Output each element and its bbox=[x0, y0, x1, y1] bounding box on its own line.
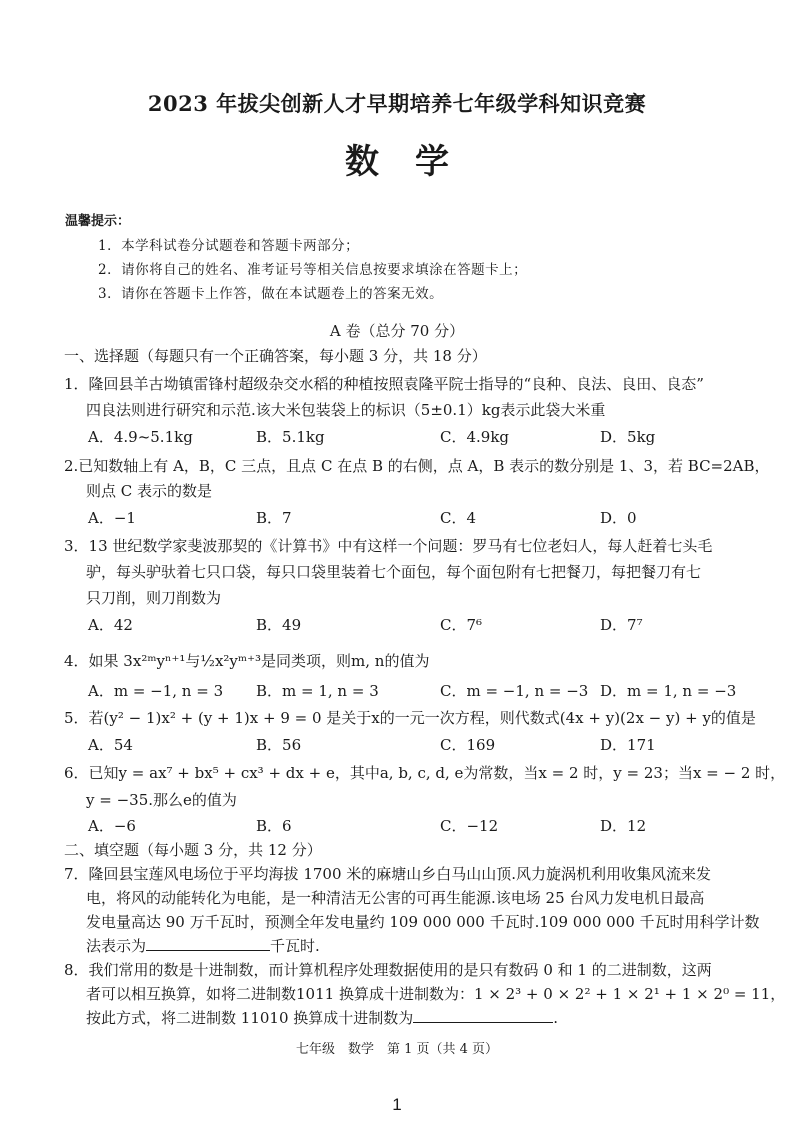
q8-line3-suffix: . bbox=[553, 1009, 559, 1027]
q4-option-b: B．m = 1, n = 3 bbox=[256, 682, 379, 700]
q5-line1: 5．若(y² − 1)x² + (y + 1)x + 9 = 0 是关于x的一元一次方程，则代数式(4x + y)(2x − y) + y的值是 bbox=[64, 709, 756, 727]
part2-heading: 二、填空题（每小题 3 分，共 12 分） bbox=[64, 841, 322, 859]
q8-line1: 8．我们常用的数是十进制数，而计算机程序处理数据使用的是只有数码 0 和 1 的二进制数，这两 bbox=[64, 961, 712, 979]
answer-blank bbox=[413, 1008, 553, 1023]
answer-blank bbox=[146, 936, 270, 951]
q3-option-b: B．49 bbox=[256, 616, 302, 634]
q1-line1: 1．隆回县羊古坳镇雷锋村超级杂交水稻的种植按照袁隆平院士指导的“良种、良法、良田、良态” bbox=[64, 375, 704, 393]
q3-line3: 只刀削，则刀削数为 bbox=[86, 589, 222, 607]
subject-title: 数学 bbox=[345, 142, 485, 182]
q7-line4-prefix: 法表示为 bbox=[86, 937, 147, 955]
q6-option-d: D．12 bbox=[600, 817, 647, 835]
q7-line4 bbox=[86, 935, 320, 956]
q5-option-b: B．56 bbox=[256, 736, 302, 754]
q1-option-d: D．5kg bbox=[600, 428, 656, 446]
q4-line1: 4．如果 3x²ᵐyⁿ⁺¹与½x²yᵐ⁺³是同类项，则m, n的值为 bbox=[64, 652, 430, 670]
q7-line3: 发电量高达 90 万千瓦时，预测全年发电量约 109 000 000 千瓦时.109 000 000 千瓦时用科学计数 bbox=[86, 913, 760, 931]
q3-line1: 3．13 世纪数学家斐波那契的《计算书》中有这样一个问题：罗马有七位老妇人，每人赶着七头毛 bbox=[64, 537, 713, 555]
q7-line1: 7．隆回县宝莲风电场位于平均海拔 1700 米的麻塘山乡白马山山顶.风力旋涡机利用收集风流来发 bbox=[64, 865, 712, 883]
q4-option-d: D．m = 1, n = −3 bbox=[600, 682, 737, 700]
q6-line1: 6．已知y = ax⁷ + bx⁵ + cx³ + dx + e，其中a, b, c, d, e为常数，当x = 2 时，y = 23；当x = − 2 时， bbox=[64, 764, 786, 782]
q3-option-a: A．42 bbox=[88, 616, 133, 634]
q2-line2: 则点 C 表示的数是 bbox=[86, 482, 213, 500]
part1-heading: 一、选择题（每题只有一个正确答案，每小题 3 分，共 18 分） bbox=[64, 347, 487, 365]
q1-option-b: B．5.1kg bbox=[256, 428, 325, 446]
q6-line2: y = −35.那么e的值为 bbox=[86, 791, 237, 809]
q5-option-a: A．54 bbox=[88, 736, 133, 754]
q4-option-c: C．m = −1, n = −3 bbox=[440, 682, 589, 700]
q2-option-c: C．4 bbox=[440, 509, 477, 527]
q6-option-b: B．6 bbox=[256, 817, 292, 835]
q5-option-d: D．171 bbox=[600, 736, 656, 754]
q8-line3 bbox=[86, 1007, 558, 1028]
exam-title: 2023 年拔尖创新人才早期培养七年级学科知识竞赛 bbox=[147, 91, 647, 116]
q1-line2: 四良法则进行研究和示范.该大米包装袋上的标识（5±0.1）kg表示此袋大米重 bbox=[86, 401, 606, 419]
tip-item: 3．请你在答题卡上作答，做在本试题卷上的答案无效。 bbox=[98, 286, 444, 302]
q2-option-b: B．7 bbox=[256, 509, 292, 527]
q8-line3-prefix: 按此方式，将二进制数 11010 换算成十进制数为 bbox=[86, 1009, 414, 1027]
q4-option-a: A．m = −1, n = 3 bbox=[88, 682, 224, 700]
tip-item: 2．请你将自己的姓名、准考证号等相关信息按要求填涂在答题卡上； bbox=[98, 262, 528, 278]
q2-line1: 2.已知数轴上有 A，B，C 三点，且点 C 在点 B 的右侧，点 A，B 表示的数分别是 1、3，若 BC=2AB， bbox=[64, 457, 770, 475]
q8-line2: 者可以相互换算，如将二进制数1011 换算成十进制数为：1 × 2³ + 0 × 2² + 1 × 2¹ + 1 × 2⁰ = 11， bbox=[86, 985, 786, 1003]
tips-heading: 温馨提示： bbox=[65, 214, 131, 229]
page-footer: 七年级 数学 第 1 页（共 4 页） bbox=[295, 1042, 499, 1057]
q2-option-d: D．0 bbox=[600, 509, 637, 527]
tip-item: 1．本学科试卷分试题卷和答题卡两部分； bbox=[98, 238, 360, 254]
q6-option-c: C．−12 bbox=[440, 817, 499, 835]
q6-option-a: A．−6 bbox=[88, 817, 136, 835]
q3-line2: 驴，每头驴驮着七只口袋，每只口袋里装着七个面包，每个面包附有七把餐刀，每把餐刀有七 bbox=[86, 563, 702, 581]
q7-line4-suffix: 千瓦时. bbox=[270, 937, 320, 955]
q1-option-c: C．4.9kg bbox=[440, 428, 510, 446]
section-a-title: A 卷（总分 70 分） bbox=[329, 322, 465, 340]
q2-option-a: A．−1 bbox=[88, 509, 136, 527]
q3-option-d: D．7⁷ bbox=[600, 616, 643, 634]
q7-line2: 电，将风的动能转化为电能，是一种清洁无公害的可再生能源.该电场 25 台风力发电机日最高 bbox=[86, 889, 705, 907]
q1-option-a: A．4.9~5.1kg bbox=[88, 428, 193, 446]
page-number: 1 bbox=[392, 1095, 402, 1114]
q5-option-c: C．169 bbox=[440, 736, 496, 754]
q3-option-c: C．7⁶ bbox=[440, 616, 483, 634]
